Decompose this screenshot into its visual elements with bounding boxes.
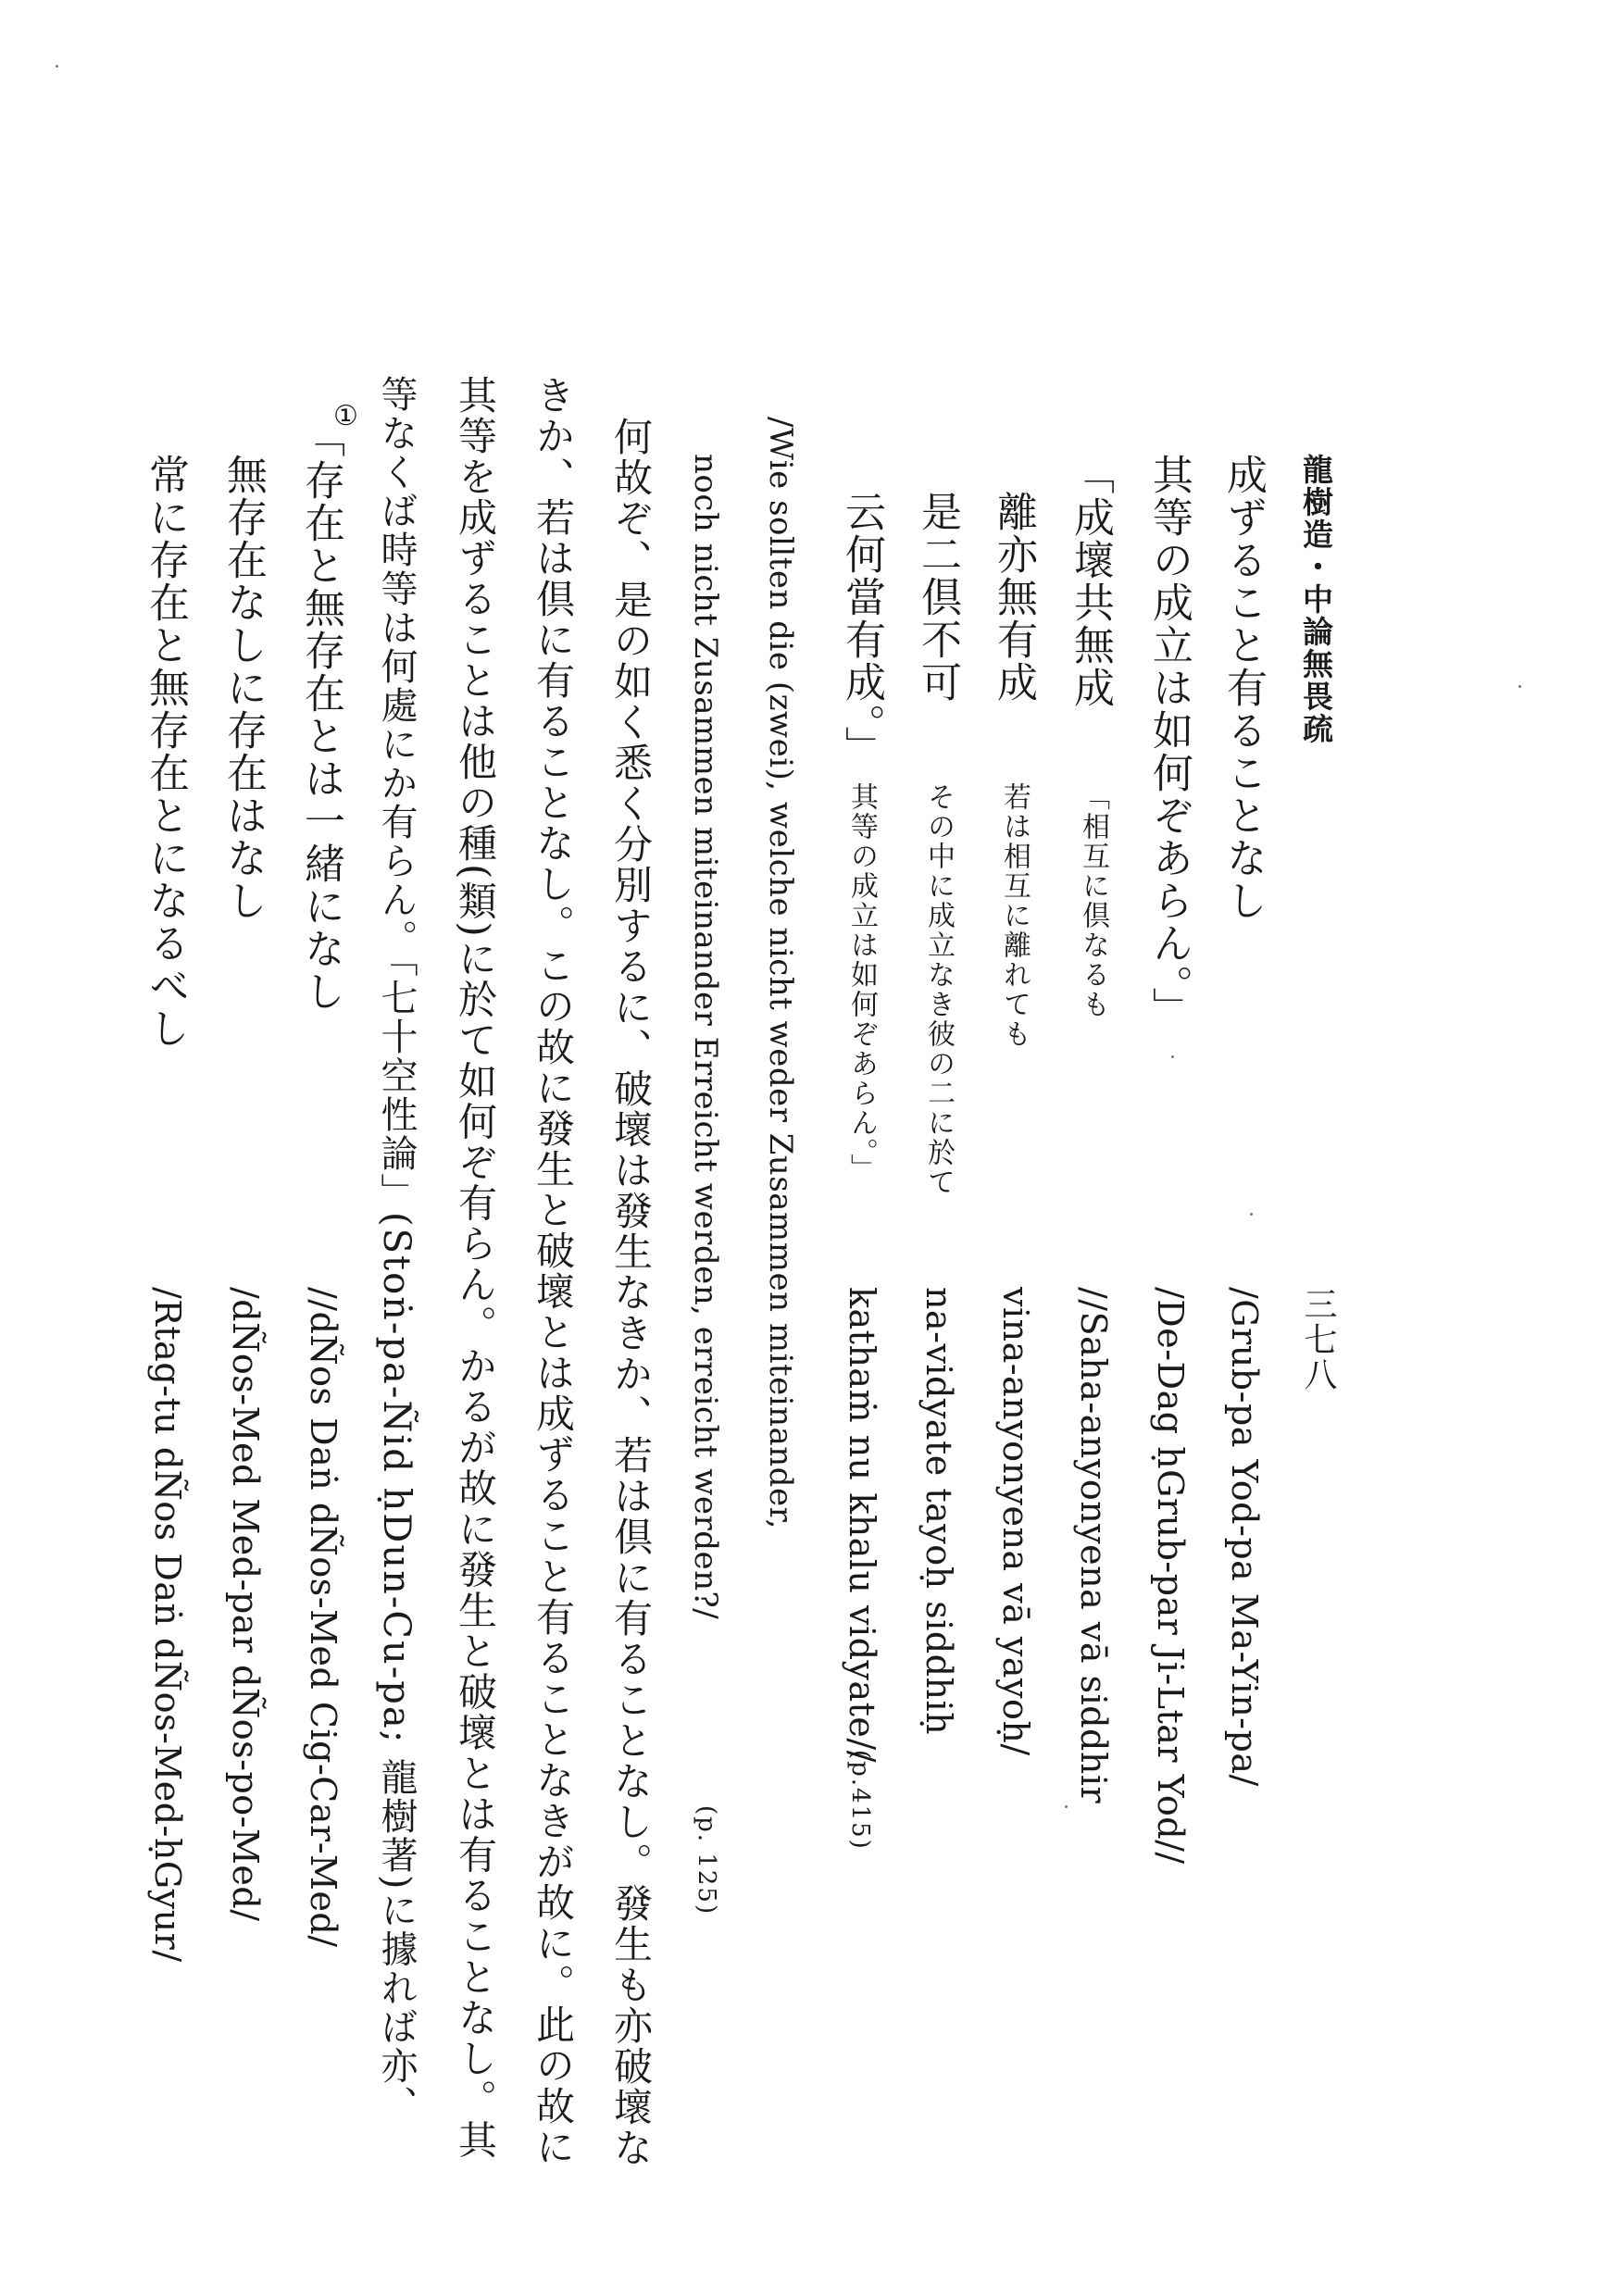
verse-1-tibetan: /Grub-pa Yod-pa Ma-Yin-pa/ xyxy=(1224,1287,1265,1787)
verse-8-tibetan: /dÑos-Med Med-par dÑos-po-Med/ xyxy=(225,1287,266,1922)
verse-4-gloss: 若は相互に離れても xyxy=(998,782,1031,1049)
german-page-ref: (p. 125) xyxy=(693,1805,720,1916)
running-title: 龍樹造・中論無畏疏 xyxy=(1298,454,1334,745)
german-translation-line-1: /Wie sollten die (zwei), welche nicht weder Zusammen miteinander, xyxy=(762,417,799,1529)
verse-2-japanese: 其等の成立は如何ぞあらん。」 xyxy=(1145,454,1193,1029)
footnote-marker: ① xyxy=(333,400,358,432)
verse-5-sanskrit: na-vidyate tayoḥ siddhiḥ xyxy=(918,1287,959,1736)
verse-7-tibetan: //dÑos Daṅ dÑos-Med Cig-Car-Med/ xyxy=(303,1287,344,1948)
verse-4-chinese: 離亦無有成 xyxy=(990,491,1037,704)
verse-6-gloss: 其等の成立は如何ぞあらん。」 xyxy=(845,782,878,1183)
verse-5-chinese: 是二倶不可 xyxy=(914,491,961,704)
verse-2-tibetan: /De-Dag ḥGrub-par Ji-Ltar Yod// xyxy=(1150,1287,1191,1865)
prose-line-4: 等なくば時等は何處にか有らん。「七十空性論」(Stoṅ-pa-Ñid ḥDun-Cu-pa; 龍樹著)に據れば亦、 xyxy=(375,375,418,2125)
verse-6-page-ref: (p.415) xyxy=(846,1750,874,1851)
page-number: 三七八 xyxy=(1299,1287,1337,1392)
scan-speck xyxy=(1171,1055,1174,1058)
german-translation-line-2: noch nicht Zusammen miteinander Erreicht werden, erreicht werden?/ xyxy=(687,454,724,1620)
verse-3-chinese: 「成壞共無成 xyxy=(1067,454,1114,709)
prose-line-3: 其等を成ずることは他の種(類)に於て如何ぞ有らん。かるが故に發生と破壞とは有ることなし。其 xyxy=(453,375,498,2161)
verse-3-gloss: 「相互に倶なるも xyxy=(1077,782,1109,1019)
scan-speck xyxy=(1065,1805,1068,1808)
verse-7-japanese: 「存在と無存在とは一緒になし xyxy=(297,417,344,1013)
prose-line-2: きか、若は倶に有ることなし。この故に發生と破壞とは成ずること有ることなきが故に。此の故に xyxy=(531,375,576,2167)
verse-6-chinese: 云何當有成。」 xyxy=(838,491,885,768)
prose-line-1: 何故ぞ、是の如く悉く分別するに、破壞は發生なきか、若は倶に有ることなし。發生も亦破壞な xyxy=(608,417,654,2168)
verse-3-sanskrit: //Saha-anyonyena vā siddhir xyxy=(1073,1287,1114,1804)
verse-8-japanese: 無存在なしに存在はなし xyxy=(219,454,267,922)
verse-4-sanskrit: vina-anyonyena vā yayoḥ/ xyxy=(995,1287,1036,1756)
scan-speck xyxy=(1518,685,1521,688)
scan-speck xyxy=(56,65,58,68)
verse-9-tibetan: /Rtag-tu dÑos Daṅ dÑos-Med-ḥGyur/ xyxy=(147,1287,188,1963)
scan-speck xyxy=(1250,1213,1253,1216)
verse-1-japanese: 成ずること有ることなし xyxy=(1219,454,1267,922)
verse-6-sanskrit: kathaṁ nu khalu vidyate// xyxy=(842,1287,882,1764)
verse-5-gloss: その中に成立なき彼の二に於て xyxy=(922,782,955,1197)
verse-9-japanese: 常に存在と無存在とになるべし xyxy=(142,454,189,1050)
